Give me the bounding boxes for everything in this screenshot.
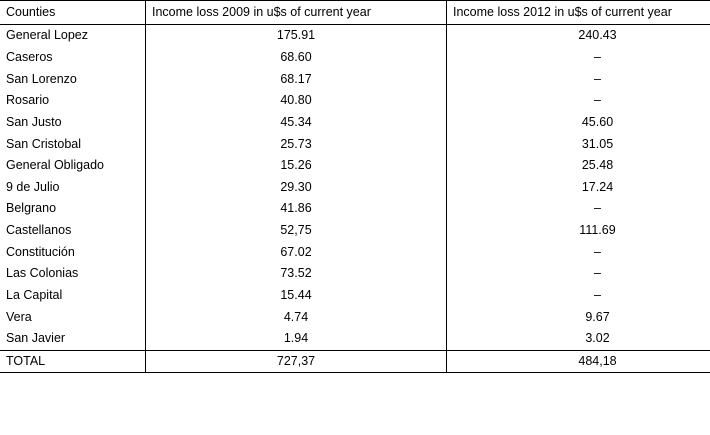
table-total-row: [0, 350, 710, 373]
cell-income-loss-2009: 40.80: [146, 90, 447, 112]
cell-income-loss-2012: 9.67: [585, 309, 610, 324]
table-row: [0, 47, 710, 69]
cell-income-loss-2009: 68.60: [146, 47, 447, 69]
cell-county: San Lorenzo: [0, 69, 146, 91]
cell-income-loss-2009: 1.94: [146, 328, 447, 350]
cell-county: Constitución: [0, 242, 146, 264]
cell-county: Las Colonias: [0, 263, 146, 285]
cell-income-loss-2012: 3.02: [585, 331, 610, 346]
cell-county: 9 de Julio: [0, 177, 146, 199]
cell-income-loss-2012: –: [594, 266, 601, 281]
table-row: [0, 112, 710, 134]
cell-county: San Cristobal: [0, 134, 146, 156]
cell-county: Rosario: [0, 90, 146, 112]
cell-income-loss-2009: 29.30: [146, 177, 447, 199]
cell-income-loss-2009: 25.73: [146, 134, 447, 156]
cell-income-loss-2009: 52,75: [146, 220, 447, 242]
table-row: [0, 90, 710, 112]
cell-county: Castellanos: [0, 220, 146, 242]
table-row: [0, 25, 710, 47]
cell-income-loss-2012: 25.48: [581, 158, 614, 173]
cell-income-loss-2012: –: [594, 50, 601, 64]
table-row: [0, 177, 710, 199]
column-header-income-loss-2009: Income loss 2009 in u$s of current year: [146, 1, 447, 25]
cell-county: San Javier: [0, 328, 146, 350]
cell-income-loss-2012: 31.05: [581, 136, 614, 151]
cell-income-loss-2012: 111.69: [579, 223, 616, 237]
table-row: [0, 263, 710, 285]
cell-income-loss-2012: –: [594, 244, 601, 259]
cell-county: San Justo: [0, 112, 146, 134]
table-row: [0, 242, 710, 264]
table-row: [0, 307, 710, 329]
cell-income-loss-2012: –: [594, 201, 601, 216]
cell-total-2012: 484,18: [447, 350, 710, 373]
table-header: [0, 1, 710, 25]
cell-income-loss-2009: 175.91: [146, 25, 447, 47]
cell-income-loss-2009: 67.02: [146, 242, 447, 264]
table-row: [0, 134, 710, 156]
cell-total-2009: 727,37: [146, 350, 447, 373]
column-header-income-loss-2012: Income loss 2012 in u$s of current year: [447, 1, 710, 25]
cell-income-loss-2012: –: [594, 93, 601, 108]
cell-income-loss-2012: 45.60: [581, 114, 614, 129]
cell-income-loss-2009: 15.44: [146, 285, 447, 307]
cell-county: General Obligado: [0, 155, 146, 177]
cell-income-loss-2009: 15.26: [146, 155, 447, 177]
table-row: [0, 220, 710, 242]
table-row: [0, 69, 710, 91]
table-row: [0, 328, 710, 350]
cell-county: Caseros: [0, 47, 146, 69]
table-header-row: [0, 1, 710, 25]
cell-income-loss-2009: 45.34: [146, 112, 447, 134]
table-row: [0, 198, 710, 220]
cell-income-loss-2012: 240.43: [578, 28, 617, 43]
cell-county: La Capital: [0, 285, 146, 307]
cell-county: Vera: [0, 307, 146, 329]
cell-income-loss-2009: 73.52: [146, 263, 447, 285]
cell-income-loss-2012: –: [594, 71, 601, 86]
table-row: [0, 285, 710, 307]
cell-income-loss-2009: 4.74: [146, 307, 447, 329]
cell-county: Belgrano: [0, 198, 146, 220]
cell-income-loss-2012: –: [594, 287, 601, 302]
cell-income-loss-2009: 41.86: [146, 198, 447, 220]
table-body: [0, 25, 710, 373]
cell-total-label: TOTAL: [0, 350, 146, 373]
table-row: [0, 155, 710, 177]
cell-county: General Lopez: [0, 25, 146, 47]
cell-income-loss-2012: 17.24: [581, 179, 614, 194]
column-header-counties: Counties: [0, 1, 146, 25]
cell-income-loss-2009: 68.17: [146, 69, 447, 91]
